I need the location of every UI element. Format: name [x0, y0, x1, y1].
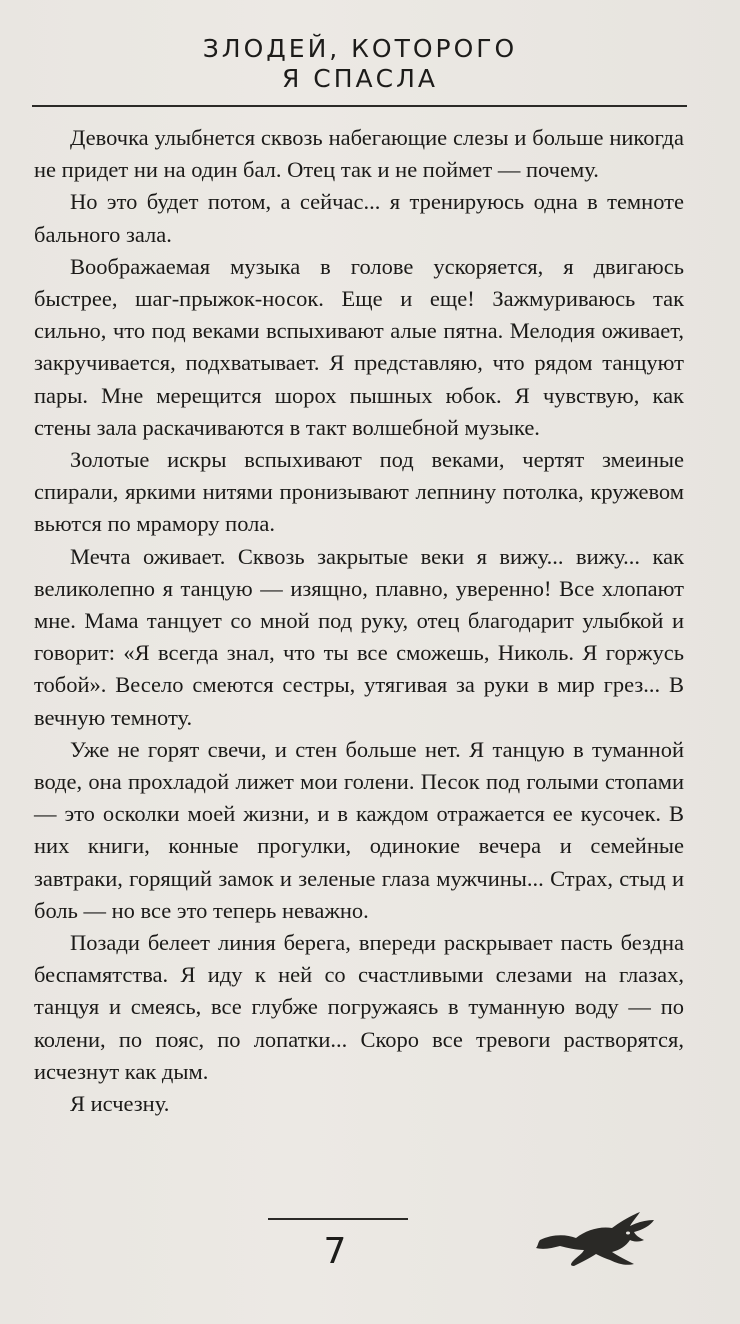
paragraph: Воображаемая музыка в голове ускоряется, я двигаюсь быстрее, шаг-прыжок-носок. Еще и еще! Зажмуриваюсь так сильно, что под веками вспыхивают алые пятна. Мелодия оживает, закручивается, подхватывает. Я представляю, что рядом танцуют пары. Мне мерещится шорох пышных юбок. Я чувствую, как стены зала раскачиваются в такт волшебной музыке. — [34, 253, 684, 440]
paragraph: Но это будет потом, а сейчас... я тренируюсь одна в темноте бального зала. — [34, 189, 684, 247]
paragraph: Мечта оживает. Сквозь закрытые веки я вижу... вижу... как великолепно я танцую — изящно, плавно, уверенно! Все хлопают мне. Мама танцует со мной под руку, отец благодарит улыбкой и говорит: «Я всегда знал, что ты все сможешь, Николь. Я горжусь тобой». Весело смеются сестры, утягивая за руки в мир грез... В вечную темноту. — [34, 543, 684, 730]
header-title-line-1: ЗЛОДЕЙ, КОТОРОГО — [202, 34, 518, 63]
paragraph: Девочка улыбнется сквозь набегающие слезы и больше никогда не придет ни на один бал. Отец так и не поймет — почему. — [34, 125, 684, 183]
paragraph: Золотые искры вспыхивают под веками, чертят змеиные спирали, яркими нитями пронизывают лепнину потолка, кружевом вьются по мрамору пола. — [34, 447, 684, 537]
body-text — [34, 122, 684, 1120]
running-header — [0, 34, 720, 94]
header-title-line-2: Я СПАСЛА — [281, 64, 439, 93]
hare-icon — [530, 1200, 660, 1270]
paragraph: Позади белеет линия берега, впереди раскрывает пасть бездна беспамятства. Я иду к ней со счастливыми слезами на глазах, танцуя и смеясь, все глубже погружаясь в туманную воду — по колени, по пояс, по лопатки... Скоро все тревоги растворятся, исчезнут как дым. — [34, 930, 684, 1084]
footer-rule — [268, 1218, 408, 1220]
page-number: 7 — [323, 1231, 347, 1272]
header-rule — [32, 105, 687, 107]
paragraph: Я исчезну. — [70, 1091, 170, 1117]
paragraph: Уже не горят свечи, и стен больше нет. Я танцую в туманной воде, она прохладой лижет мои голени. Песок под голыми стопами — это осколки моей жизни, и в каждом отражается ее кусочек. В них книги, конные прогулки, одинокие вечера и семейные завтраки, горящий замок и зеленые глаза мужчины... Страх, стыд и боль — но все это теперь неважно. — [34, 736, 684, 923]
